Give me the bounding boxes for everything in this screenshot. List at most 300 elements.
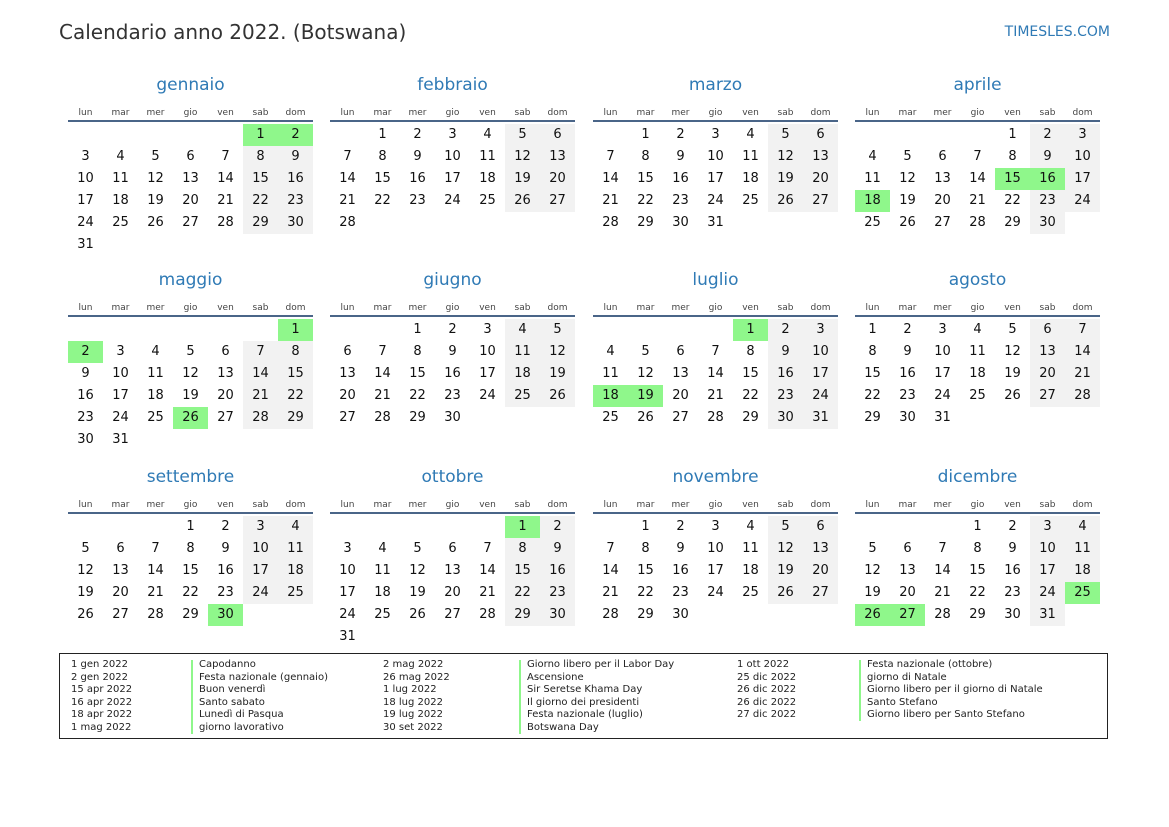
day-cell: 24: [707, 193, 724, 208]
day-cell: 16: [217, 563, 234, 578]
day-cell: 9: [540, 538, 575, 560]
day-cell: 25: [374, 607, 391, 622]
day-cell: 12: [637, 366, 654, 381]
day-blank: [330, 124, 365, 146]
day-cell: 7: [938, 541, 947, 556]
day-cell: 4: [746, 519, 755, 534]
month-gennaio: [68, 74, 313, 256]
month-giugno: [330, 269, 575, 429]
day-cell: 4: [505, 319, 540, 341]
day-cell: 14: [374, 366, 391, 381]
day-cell: 7: [483, 541, 492, 556]
day-cell: 20: [444, 585, 461, 600]
day-cell: 3: [938, 322, 947, 337]
day-cell: 17: [479, 366, 496, 381]
site-link[interactable]: TIMESLES.COM: [1004, 24, 1110, 40]
weekday-label: gio: [183, 500, 198, 510]
day-cell: 25: [864, 215, 881, 230]
day-cell: 3: [803, 319, 838, 341]
day-cell-holiday: 30: [208, 604, 243, 626]
day-cell: 20: [1030, 363, 1065, 385]
day-cell: 19: [540, 363, 575, 385]
day-cell: 10: [803, 341, 838, 363]
weekday-label: gio: [708, 108, 723, 118]
weekday-label: ven: [217, 108, 234, 118]
day-cell: 17: [77, 193, 94, 208]
day-cell: 23: [768, 385, 803, 407]
weekday-header: [855, 291, 1100, 317]
day-cell: 11: [374, 563, 391, 578]
month-novembre: [593, 466, 838, 626]
day-cell: 22: [409, 388, 426, 403]
day-cell-holiday: 2: [278, 124, 313, 146]
day-cell: 24: [707, 585, 724, 600]
day-cell: 24: [339, 607, 356, 622]
day-cell: 28: [243, 407, 278, 429]
month-maggio: [68, 269, 313, 451]
day-cell: 25: [112, 215, 129, 230]
day-cell: 29: [969, 607, 986, 622]
day-cell: 6: [116, 541, 125, 556]
day-cell: 3: [711, 127, 720, 142]
weekday-label: lun: [865, 500, 880, 510]
weekday-label: mer: [671, 108, 690, 118]
day-cell-holiday: 26: [855, 604, 890, 626]
day-cell: 10: [1030, 538, 1065, 560]
day-cell: 8: [868, 344, 877, 359]
legend-holiday-name: Santo Stefano: [867, 696, 938, 708]
day-cell: 26: [505, 190, 540, 212]
day-cell: 5: [868, 541, 877, 556]
day-cell: 12: [77, 563, 94, 578]
weekday-label: dom: [1072, 108, 1093, 118]
days-grid: [330, 124, 575, 234]
day-cell: 9: [903, 344, 912, 359]
day-cell: 12: [768, 146, 803, 168]
day-cell: 18: [147, 388, 164, 403]
day-cell: 7: [973, 149, 982, 164]
day-cell: 14: [969, 171, 986, 186]
day-cell: 8: [641, 541, 650, 556]
day-cell: 18: [742, 171, 759, 186]
day-cell: 4: [1065, 516, 1100, 538]
day-cell: 15: [864, 366, 881, 381]
day-cell: 13: [1030, 341, 1065, 363]
weekday-label: dom: [1072, 500, 1093, 510]
weekday-label: lun: [865, 303, 880, 313]
day-cell: 30: [672, 607, 689, 622]
day-cell: 13: [112, 563, 129, 578]
legend-date: 25 dic 2022: [737, 671, 797, 683]
weekday-label: dom: [547, 108, 568, 118]
day-cell: 2: [768, 319, 803, 341]
day-cell: 16: [77, 388, 94, 403]
day-cell: 13: [182, 171, 199, 186]
day-cell: 29: [637, 607, 654, 622]
day-cell: 27: [182, 215, 199, 230]
legend-holiday-name: Ascensione: [527, 671, 584, 683]
weekday-label: dom: [1072, 303, 1093, 313]
day-cell: 8: [1008, 149, 1017, 164]
weekday-label: dom: [810, 108, 831, 118]
day-cell: 18: [1065, 560, 1100, 582]
legend-date: 15 apr 2022: [71, 684, 133, 696]
days-grid: [330, 319, 575, 429]
weekday-label: mar: [636, 500, 655, 510]
day-blank: [400, 516, 435, 538]
legend-date: 18 lug 2022: [383, 696, 443, 708]
day-cell: 2: [676, 519, 685, 534]
day-cell: 26: [899, 215, 916, 230]
day-cell: 12: [182, 366, 199, 381]
day-cell: 6: [1030, 319, 1065, 341]
weekday-label: mer: [933, 108, 952, 118]
day-cell: 19: [768, 168, 803, 190]
day-cell: 10: [707, 541, 724, 556]
day-cell: 12: [505, 146, 540, 168]
day-blank: [68, 319, 103, 341]
day-cell: 25: [505, 385, 540, 407]
weekday-label: ven: [479, 303, 496, 313]
day-cell: 18: [969, 366, 986, 381]
weekday-label: ven: [1004, 500, 1021, 510]
day-cell: 28: [707, 410, 724, 425]
day-cell: 12: [147, 171, 164, 186]
legend-holiday-name: Botswana Day: [527, 721, 599, 733]
day-blank: [173, 319, 208, 341]
day-cell: 31: [339, 629, 356, 644]
weekday-label: gio: [445, 108, 460, 118]
month-name: novembre: [672, 467, 759, 487]
day-cell: 18: [112, 193, 129, 208]
day-cell: 15: [505, 560, 540, 582]
days-grid: [68, 319, 313, 451]
day-cell: 18: [278, 560, 313, 582]
day-cell: 7: [378, 344, 387, 359]
day-cell: 25: [602, 410, 619, 425]
weekday-label: sab: [777, 108, 794, 118]
month-name: luglio: [692, 270, 739, 290]
legend-holiday-name: Buon venerdì: [199, 684, 266, 696]
day-blank: [330, 319, 365, 341]
weekday-label: lun: [340, 500, 355, 510]
legend-holiday-name: Giorno libero per il Labor Day: [527, 659, 675, 670]
legend-marker: [191, 660, 193, 734]
day-blank: [593, 124, 628, 146]
day-cell: 10: [243, 538, 278, 560]
weekday-label: mar: [636, 108, 655, 118]
day-cell: 31: [77, 237, 94, 252]
day-cell: 6: [343, 344, 352, 359]
legend-dates: [737, 659, 796, 722]
month-name: ottobre: [421, 467, 484, 487]
day-cell: 28: [217, 215, 234, 230]
day-cell: 5: [903, 149, 912, 164]
day-cell: 18: [374, 585, 391, 600]
day-cell: 15: [182, 563, 199, 578]
day-cell: 18: [479, 171, 496, 186]
day-cell: 1: [868, 322, 877, 337]
day-cell: 13: [339, 366, 356, 381]
legend-date: 26 dic 2022: [737, 684, 797, 696]
day-cell: 11: [479, 149, 496, 164]
day-cell: 25: [742, 585, 759, 600]
day-cell: 28: [934, 607, 951, 622]
day-cell: 11: [742, 541, 759, 556]
day-blank: [925, 124, 960, 146]
legend-names: [199, 659, 328, 735]
weekday-label: mar: [898, 500, 917, 510]
day-cell: 17: [707, 563, 724, 578]
weekday-label: ven: [742, 500, 759, 510]
day-cell: 29: [742, 410, 759, 425]
legend-holiday-name: giorno di Natale: [867, 671, 947, 683]
weekday-label: mar: [373, 303, 392, 313]
day-cell: 8: [505, 538, 540, 560]
day-cell: 17: [1030, 560, 1065, 582]
day-cell: 30: [540, 604, 575, 626]
day-cell-holiday: 18: [855, 190, 890, 212]
day-cell: 19: [768, 560, 803, 582]
day-blank: [365, 516, 400, 538]
day-cell: 26: [1004, 388, 1021, 403]
weekday-header: [68, 488, 313, 514]
day-cell: 8: [973, 541, 982, 556]
day-cell: 11: [602, 366, 619, 381]
weekday-label: sab: [514, 108, 531, 118]
day-cell: 17: [112, 388, 129, 403]
weekday-header: [855, 96, 1100, 122]
day-cell: 20: [803, 560, 838, 582]
weekday-label: dom: [547, 500, 568, 510]
day-blank: [890, 516, 925, 538]
day-cell: 19: [182, 388, 199, 403]
weekday-label: lun: [340, 108, 355, 118]
day-blank: [890, 124, 925, 146]
day-cell: 29: [864, 410, 881, 425]
legend-holiday-name: Giorno libero per il giorno di Natale: [867, 684, 1043, 696]
day-cell: 21: [243, 385, 278, 407]
weekday-label: mar: [636, 303, 655, 313]
weekday-label: gio: [183, 303, 198, 313]
day-cell: 14: [217, 171, 234, 186]
day-cell: 19: [1004, 366, 1021, 381]
day-cell: 24: [444, 193, 461, 208]
weekday-header: [330, 96, 575, 122]
day-cell: 14: [479, 563, 496, 578]
day-cell: 26: [768, 582, 803, 604]
day-cell-holiday: 18: [593, 385, 628, 407]
day-cell: 16: [672, 171, 689, 186]
legend-date: 1 lug 2022: [383, 684, 437, 696]
day-cell: 3: [81, 149, 90, 164]
day-cell: 21: [969, 193, 986, 208]
weekday-label: mar: [898, 303, 917, 313]
weekday-label: mar: [111, 108, 130, 118]
day-cell: 18: [505, 363, 540, 385]
day-blank: [68, 124, 103, 146]
day-blank: [103, 124, 138, 146]
day-cell: 12: [540, 341, 575, 363]
day-blank: [138, 124, 173, 146]
days-grid: [68, 124, 313, 256]
day-cell: 10: [339, 563, 356, 578]
month-ottobre: [330, 466, 575, 648]
day-cell: 28: [969, 215, 986, 230]
day-cell: 16: [278, 168, 313, 190]
day-cell: 20: [112, 585, 129, 600]
day-cell: 23: [278, 190, 313, 212]
day-cell: 2: [1008, 519, 1017, 534]
day-cell: 21: [147, 585, 164, 600]
weekday-label: lun: [603, 108, 618, 118]
day-cell: 21: [602, 193, 619, 208]
day-cell: 9: [278, 146, 313, 168]
weekday-label: mer: [671, 303, 690, 313]
legend-date: 1 ott 2022: [737, 659, 790, 670]
day-cell-holiday: 1: [243, 124, 278, 146]
day-cell: 5: [540, 319, 575, 341]
day-cell: 31: [112, 432, 129, 447]
day-cell: 30: [768, 407, 803, 429]
day-cell: 15: [243, 168, 278, 190]
day-cell: 8: [186, 541, 195, 556]
day-cell: 21: [479, 585, 496, 600]
day-cell: 3: [116, 344, 125, 359]
day-cell: 24: [803, 385, 838, 407]
day-cell: 27: [444, 607, 461, 622]
day-blank: [208, 319, 243, 341]
day-cell: 12: [899, 171, 916, 186]
day-cell: 10: [77, 171, 94, 186]
legend-holiday-name: Santo sabato: [199, 696, 265, 708]
day-cell: 19: [409, 585, 426, 600]
day-cell: 1: [641, 519, 650, 534]
day-cell: 21: [1065, 363, 1100, 385]
day-cell: 31: [707, 215, 724, 230]
weekday-label: ven: [742, 303, 759, 313]
day-cell: 5: [768, 124, 803, 146]
day-cell: 25: [278, 582, 313, 604]
legend-holiday-name: Festa nazionale (luglio): [527, 709, 643, 721]
day-cell: 13: [217, 366, 234, 381]
day-cell: 23: [77, 410, 94, 425]
day-cell: 25: [147, 410, 164, 425]
month-settembre: [68, 466, 313, 626]
weekday-label: sab: [252, 500, 269, 510]
day-cell-holiday: 19: [628, 385, 663, 407]
day-cell: 1: [641, 127, 650, 142]
weekday-label: dom: [547, 303, 568, 313]
day-cell: 19: [147, 193, 164, 208]
weekday-label: ven: [217, 303, 234, 313]
weekday-label: mer: [408, 303, 427, 313]
day-cell: 17: [934, 366, 951, 381]
legend-holiday-name: Festa nazionale (gennaio): [199, 671, 328, 683]
day-cell: 31: [1030, 604, 1065, 626]
days-grid: [855, 516, 1100, 626]
day-cell: 13: [899, 563, 916, 578]
weekday-label: mer: [146, 500, 165, 510]
day-cell: 27: [803, 190, 838, 212]
weekday-label: lun: [78, 108, 93, 118]
day-cell: 5: [186, 344, 195, 359]
day-cell: 30: [444, 410, 461, 425]
day-cell: 7: [1065, 319, 1100, 341]
weekday-label: mer: [408, 500, 427, 510]
day-cell: 16: [768, 363, 803, 385]
day-cell: 5: [81, 541, 90, 556]
day-cell: 9: [413, 149, 422, 164]
day-cell: 13: [672, 366, 689, 381]
day-cell: 23: [1030, 190, 1065, 212]
day-cell-holiday: 1: [505, 516, 540, 538]
weekday-label: mar: [111, 303, 130, 313]
day-blank: [663, 319, 698, 341]
day-cell: 7: [606, 149, 615, 164]
day-cell: 17: [803, 363, 838, 385]
day-cell: 16: [1004, 563, 1021, 578]
day-cell: 20: [803, 168, 838, 190]
day-cell: 7: [151, 541, 160, 556]
day-cell-holiday: 2: [68, 341, 103, 363]
weekday-label: lun: [78, 303, 93, 313]
days-grid: [855, 319, 1100, 429]
day-cell-holiday: 1: [278, 319, 313, 341]
day-cell: 13: [803, 146, 838, 168]
day-cell: 28: [374, 410, 391, 425]
month-agosto: [855, 269, 1100, 429]
day-cell: 3: [1065, 124, 1100, 146]
day-cell: 4: [973, 322, 982, 337]
day-cell: 5: [505, 124, 540, 146]
day-cell: 9: [81, 366, 90, 381]
legend-names: [867, 659, 1043, 722]
weekday-label: sab: [777, 500, 794, 510]
day-cell: 14: [339, 171, 356, 186]
days-grid: [855, 124, 1100, 234]
day-cell: 15: [637, 171, 654, 186]
weekday-label: dom: [285, 500, 306, 510]
day-blank: [593, 319, 628, 341]
weekday-header: [68, 96, 313, 122]
weekday-label: mar: [898, 108, 917, 118]
day-cell: 1: [186, 519, 195, 534]
day-cell: 27: [934, 215, 951, 230]
day-cell: 14: [243, 363, 278, 385]
day-cell: 27: [217, 410, 234, 425]
day-cell: 15: [637, 563, 654, 578]
month-name: febbraio: [417, 75, 488, 95]
days-grid: [593, 319, 838, 429]
day-cell: 17: [339, 585, 356, 600]
weekday-label: mer: [146, 303, 165, 313]
day-blank: [435, 516, 470, 538]
day-cell: 10: [444, 149, 461, 164]
weekday-label: ven: [479, 500, 496, 510]
day-blank: [698, 319, 733, 341]
legend-date: 2 mag 2022: [383, 659, 444, 670]
legend-date: 2 gen 2022: [71, 671, 129, 683]
weekday-label: mar: [111, 500, 130, 510]
legend-holiday-name: giorno lavorativo: [199, 721, 284, 733]
day-cell: 28: [339, 215, 356, 230]
day-cell: 29: [243, 212, 278, 234]
day-cell: 2: [676, 127, 685, 142]
weekday-header: [855, 488, 1100, 514]
weekday-label: dom: [285, 303, 306, 313]
day-cell: 3: [243, 516, 278, 538]
